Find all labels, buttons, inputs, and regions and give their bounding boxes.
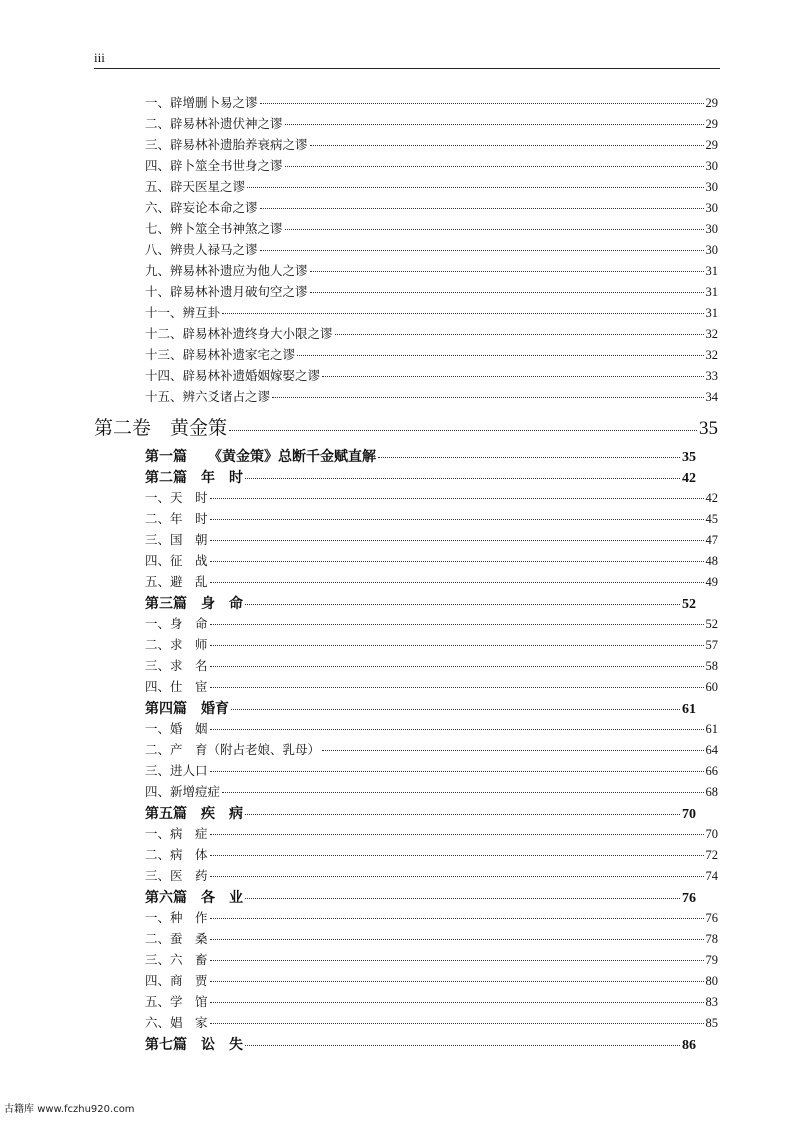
toc-entry-page: 48 xyxy=(705,554,718,568)
toc-entry-title: 四、仕 宦 xyxy=(145,679,208,694)
toc-entry-page: 31 xyxy=(705,285,718,299)
toc-leader-dots xyxy=(247,187,703,188)
toc-entry-page: 47 xyxy=(705,533,718,547)
toc-entry-title: 五、辟天医星之谬 xyxy=(145,179,246,194)
toc-entry-page: 61 xyxy=(682,702,696,717)
toc-entry-title: 三、求 名 xyxy=(145,658,208,673)
toc-leader-dots xyxy=(210,876,704,877)
toc-entry-title: 一、婚 姻 xyxy=(145,721,208,736)
toc-section-row[interactable] xyxy=(145,866,718,884)
toc-leader-dots xyxy=(222,792,703,793)
toc-leader-dots xyxy=(210,960,704,961)
toc-entry-page: 29 xyxy=(705,138,718,152)
toc-leader-dots xyxy=(310,292,704,293)
toc-entry-page: 83 xyxy=(705,995,718,1009)
toc-leader-dots xyxy=(222,313,703,314)
toc-section-row[interactable] xyxy=(145,677,718,695)
toc-leader-dots xyxy=(310,145,704,146)
footer-site-name: 古籍库 xyxy=(4,1104,34,1115)
toc-section-row[interactable] xyxy=(145,530,718,548)
toc-entry-page: 30 xyxy=(705,201,718,215)
toc-entry-title: 十、辟易林补遗月破旬空之谬 xyxy=(145,284,308,299)
toc-section-row[interactable] xyxy=(145,488,718,506)
toc-leader-dots xyxy=(322,376,703,377)
toc-entry-title: 三、进人口 xyxy=(145,763,208,778)
toc-entry-page: 49 xyxy=(705,575,718,589)
toc-chapter-row[interactable] xyxy=(145,887,696,907)
toc-leader-dots xyxy=(210,855,704,856)
toc-entry-page: 42 xyxy=(682,471,696,486)
toc-section-row[interactable] xyxy=(145,740,718,758)
toc-entry-page: 32 xyxy=(705,327,718,341)
toc-entry-title: 六、辟妄论本命之谬 xyxy=(145,200,258,215)
toc-section-row[interactable] xyxy=(145,614,718,632)
toc-entry-title: 二、辟易林补遗伏神之谬 xyxy=(145,116,283,131)
toc-entry-title: 第七篇 讼 失 xyxy=(145,1037,243,1053)
toc-leader-dots xyxy=(310,271,704,272)
toc-entry-page: 29 xyxy=(705,117,718,131)
toc-section-row[interactable] xyxy=(145,1013,718,1031)
toc-leader-dots xyxy=(210,498,704,499)
toc-entry-page: 66 xyxy=(705,764,718,778)
toc-leader-dots xyxy=(210,1002,704,1003)
toc-entry-title: 二、病 体 xyxy=(145,847,208,862)
toc-entry-title: 七、辨卜筮全书神煞之谬 xyxy=(145,221,283,236)
toc-section-row[interactable] xyxy=(145,156,718,174)
toc-entry-page: 70 xyxy=(682,807,696,822)
toc-entry-page: 78 xyxy=(705,932,718,946)
toc-section-row[interactable] xyxy=(145,551,718,569)
toc-leader-dots xyxy=(245,604,680,605)
toc-section-row[interactable] xyxy=(145,135,718,153)
toc-entry-title: 一、病 症 xyxy=(145,826,208,841)
toc-leader-dots xyxy=(378,457,680,458)
toc-entry-title: 十一、辨互卦 xyxy=(145,305,221,320)
toc-section-row[interactable] xyxy=(145,366,718,384)
toc-section-row[interactable] xyxy=(145,908,718,926)
toc-entry-page: 70 xyxy=(705,827,718,841)
toc-entry-page: 30 xyxy=(705,243,718,257)
toc-section-row[interactable] xyxy=(145,387,718,405)
toc-leader-dots xyxy=(210,540,704,541)
toc-entry-title: 第四篇 婚育 xyxy=(145,701,229,717)
toc-entry-title: 一、辟增删卜易之谬 xyxy=(145,95,258,110)
toc-entry-title: 二、求 师 xyxy=(145,637,208,652)
toc-entry-title: 第六篇 各 业 xyxy=(145,890,243,906)
toc-leader-dots xyxy=(210,771,704,772)
toc-leader-dots xyxy=(210,645,704,646)
toc-section-row[interactable] xyxy=(145,114,718,132)
toc-section-row[interactable] xyxy=(145,782,718,800)
toc-leader-dots xyxy=(210,918,704,919)
toc-entry-page: 30 xyxy=(705,180,718,194)
toc-entry-page: 35 xyxy=(699,418,718,439)
toc-leader-dots xyxy=(210,1023,704,1024)
toc-section-row[interactable] xyxy=(145,761,718,779)
toc-entry-page: 30 xyxy=(705,222,718,236)
toc-leader-dots xyxy=(210,624,704,625)
toc-section-row[interactable] xyxy=(145,971,718,989)
toc-leader-dots xyxy=(210,729,704,730)
toc-entry-page: 57 xyxy=(705,638,718,652)
toc-entry-title: 第二篇 年 时 xyxy=(145,470,243,486)
page-number: iii xyxy=(94,50,105,65)
toc-entry-title: 二、产 育（附占老娘、乳母） xyxy=(145,742,321,757)
toc-entry-page: 52 xyxy=(682,597,696,612)
toc-entry-page: 60 xyxy=(705,680,718,694)
toc-entry-page: 52 xyxy=(705,617,718,631)
toc-entry-title: 十三、辟易林补遗家宅之谬 xyxy=(145,347,296,362)
toc-leader-dots xyxy=(210,939,704,940)
toc-leader-dots xyxy=(260,103,704,104)
toc-entry-title: 一、种 作 xyxy=(145,910,208,925)
toc-leader-dots xyxy=(272,397,703,398)
toc-entry-page: 72 xyxy=(705,848,718,862)
toc-entry-page: 80 xyxy=(705,974,718,988)
toc-entry-page: 31 xyxy=(705,264,718,278)
toc-entry-title: 六、娼 家 xyxy=(145,1015,208,1030)
toc-entry-title: 五、学 馆 xyxy=(145,994,208,1009)
toc-chapter-row[interactable] xyxy=(145,1034,696,1054)
toc-section-row[interactable] xyxy=(145,719,718,737)
toc-entry-page: 58 xyxy=(705,659,718,673)
toc-entry-title: 二、蚕 桑 xyxy=(145,931,208,946)
toc-leader-dots xyxy=(285,166,704,167)
toc-section-row[interactable] xyxy=(145,929,718,947)
toc-entry-title: 十二、辟易林补遗终身大小限之谬 xyxy=(145,326,333,341)
footer-site-url: www.fczhu920.com xyxy=(37,1104,135,1115)
toc-leader-dots xyxy=(260,250,704,251)
toc-leader-dots xyxy=(231,709,680,710)
toc-entry-title: 三、医 药 xyxy=(145,868,208,883)
toc-entry-title: 八、辨贵人禄马之谬 xyxy=(145,242,258,257)
toc-entry-page: 31 xyxy=(705,306,718,320)
toc-entry-title: 十四、辟易林补遗婚姻嫁娶之谬 xyxy=(145,368,321,383)
toc-entry-title: 三、六 畜 xyxy=(145,952,208,967)
toc-section-row[interactable] xyxy=(145,303,718,321)
toc-section-row[interactable] xyxy=(145,177,718,195)
toc-section-row[interactable] xyxy=(145,992,718,1010)
toc-entry-title: 十五、辨六爻诸占之谬 xyxy=(145,389,271,404)
toc-section-row[interactable] xyxy=(145,282,718,300)
toc-section-row[interactable] xyxy=(145,219,718,237)
toc-leader-dots xyxy=(210,834,704,835)
toc-entry-page: 74 xyxy=(705,869,718,883)
toc-section-row[interactable] xyxy=(145,656,718,674)
toc-entry-title: 第一篇 《黄金策》总断千金赋直解 xyxy=(145,449,376,465)
toc-section-row[interactable] xyxy=(145,324,718,342)
toc-leader-dots xyxy=(245,478,680,479)
toc-entry-title: 三、辟易林补遗胎养衰病之谬 xyxy=(145,137,308,152)
toc-leader-dots xyxy=(210,519,704,520)
toc-chapter-row[interactable] xyxy=(145,593,696,613)
toc-chapter-row[interactable] xyxy=(145,803,696,823)
toc-entry-page: 68 xyxy=(705,785,718,799)
toc-leader-dots xyxy=(297,355,703,356)
toc-entry-title: 四、新增痘症 xyxy=(145,784,221,799)
toc-section-row[interactable] xyxy=(145,261,718,279)
toc-entry-title: 四、商 贾 xyxy=(145,973,208,988)
toc-entry-page: 30 xyxy=(705,159,718,173)
toc-leader-dots xyxy=(322,750,703,751)
toc-section-row[interactable] xyxy=(145,198,718,216)
toc-entry-title: 九、辨易林补遗应为他人之谬 xyxy=(145,263,308,278)
toc-entry-page: 35 xyxy=(682,450,696,465)
toc-entry-page: 76 xyxy=(705,911,718,925)
toc-entry-title: 第五篇 疾 病 xyxy=(145,806,243,822)
toc-entry-title: 三、国 朝 xyxy=(145,532,208,547)
toc-entry-page: 64 xyxy=(705,743,718,757)
toc-entry-page: 85 xyxy=(705,1016,718,1030)
toc-section-row[interactable] xyxy=(145,240,718,258)
toc-leader-dots xyxy=(210,981,704,982)
toc-entry-title: 一、天 时 xyxy=(145,490,208,505)
toc-section-row[interactable] xyxy=(145,635,718,653)
toc-leader-dots xyxy=(210,687,704,688)
toc-entry-title: 四、辟卜筮全书世身之谬 xyxy=(145,158,283,173)
toc-leader-dots xyxy=(335,334,704,335)
toc-entry-page: 34 xyxy=(705,390,718,404)
toc-leader-dots xyxy=(285,124,704,125)
footer-watermark xyxy=(4,1100,135,1115)
toc-entry-title: 五、避 乱 xyxy=(145,574,208,589)
toc-entry-page: 76 xyxy=(682,891,696,906)
toc-leader-dots xyxy=(245,898,680,899)
toc-section-row[interactable] xyxy=(145,345,718,363)
toc-leader-dots xyxy=(245,814,680,815)
toc-entry-page: 61 xyxy=(705,722,718,736)
toc-section-row[interactable] xyxy=(145,950,718,968)
toc-entry-title: 一、身 命 xyxy=(145,616,208,631)
toc-leader-dots xyxy=(210,666,704,667)
toc-entry-page: 86 xyxy=(682,1038,696,1053)
header-rule xyxy=(94,68,720,69)
toc-leader-dots xyxy=(210,561,704,562)
toc-entry-page: 79 xyxy=(705,953,718,967)
toc-section-row[interactable] xyxy=(145,509,718,527)
toc-leader-dots xyxy=(245,1045,680,1046)
toc-chapter-row[interactable] xyxy=(145,446,696,466)
toc-leader-dots xyxy=(210,582,704,583)
toc-leader-dots xyxy=(260,208,704,209)
toc-section-row[interactable] xyxy=(145,572,718,590)
toc-entry-title: 第三篇 身 命 xyxy=(145,596,243,612)
toc-entry-title: 四、征 战 xyxy=(145,553,208,568)
toc-entry-page: 29 xyxy=(705,96,718,110)
toc-entry-page: 42 xyxy=(705,491,718,505)
toc-leader-dots xyxy=(229,430,697,431)
toc-section-row[interactable] xyxy=(145,824,718,842)
toc-entry-title: 二、年 时 xyxy=(145,511,208,526)
toc-chapter-row[interactable] xyxy=(145,698,696,718)
toc-leader-dots xyxy=(285,229,704,230)
toc-section-row[interactable] xyxy=(145,93,718,111)
toc-entry-page: 45 xyxy=(705,512,718,526)
toc-entry-title: 第二卷 黄金策 xyxy=(94,417,228,439)
toc-volume-row[interactable] xyxy=(94,413,718,440)
toc-entry-page: 32 xyxy=(705,348,718,362)
toc-chapter-row[interactable] xyxy=(145,467,696,487)
toc-section-row[interactable] xyxy=(145,845,718,863)
toc-entry-page: 33 xyxy=(705,369,718,383)
